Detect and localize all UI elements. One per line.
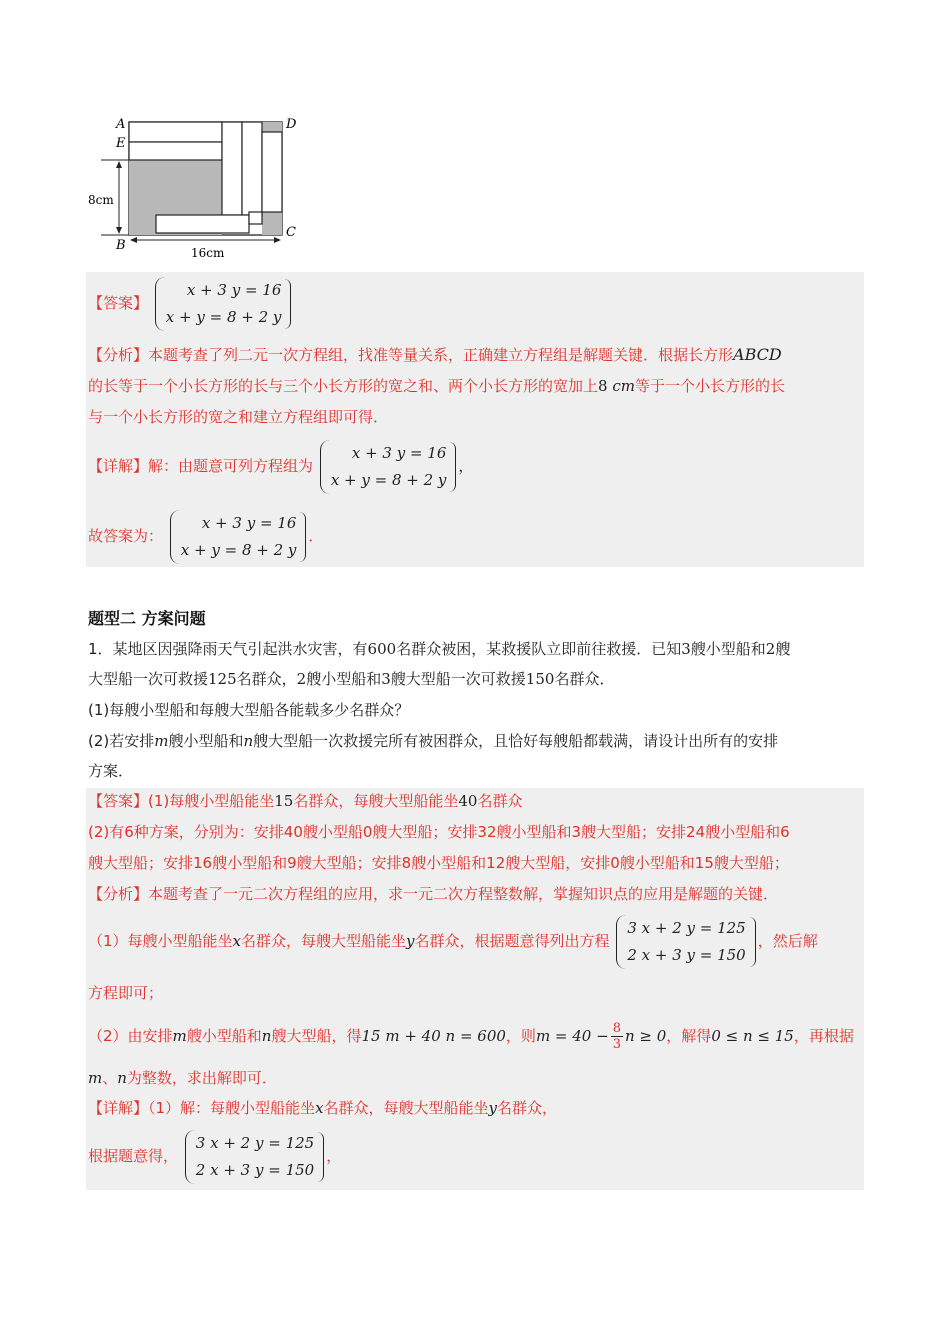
text: 名群众， <box>497 1099 558 1117</box>
math: m <box>154 732 169 750</box>
label-c: C <box>286 225 296 240</box>
text: ，解得 <box>666 1027 712 1045</box>
question-part-1 <box>88 699 409 721</box>
text: (1)每艘小型船和每艘大型船各能载多少名群众？ <box>88 701 410 719</box>
text: 名群众被困，某救援队立即前往救援．已知 <box>396 640 682 658</box>
section-title: 题型二 方案问题 <box>88 609 206 628</box>
text: 名群众，根据题意得列出方程 <box>414 932 610 950</box>
text: 艘大型船一次救援完所有被困群众，且恰好每艘船都载满，请设计出所有的安排 <box>253 732 779 750</box>
text: 艘小型船和 <box>690 640 766 658</box>
equation: x + 3 y = 16 <box>186 280 282 299</box>
fraction <box>611 1021 623 1052</box>
detail-tag: 【详解】 <box>88 457 149 475</box>
text: 艘小型船和 <box>306 670 382 688</box>
text: 艘大型船，得 <box>271 1027 362 1045</box>
math: 125 <box>208 670 237 688</box>
text: 故答案为： <box>88 527 164 545</box>
text: 解：由题意可列方程组为 <box>148 457 314 475</box>
math: x <box>232 932 242 950</box>
question-line-2 <box>88 668 614 690</box>
text: 方案． <box>88 762 134 780</box>
detail-line-b1 <box>88 1097 557 1119</box>
text: (2)若安排 <box>88 732 155 750</box>
text: 为整数，求出解即可． <box>126 1069 277 1087</box>
equation-system <box>616 915 755 969</box>
fraction-numerator: 8 <box>612 1021 621 1036</box>
answer-tag: 【答案】 <box>88 792 149 810</box>
equation-system <box>170 510 307 564</box>
math: ABCD <box>733 345 782 364</box>
text: （2）由安排 <box>88 1027 173 1045</box>
math: n <box>243 732 254 750</box>
text: (2)有6种方案，分别为：安排40艘小型船0艘大型船；安排32艘小型船和3艘大型船；安排24艘小型船和6 <box>88 823 790 841</box>
text: 艘小型船和 <box>168 732 244 750</box>
dim-width: 16cm <box>191 246 225 260</box>
math: m <box>88 1069 103 1087</box>
math: y <box>406 932 415 950</box>
analysis-tag: 【分析】 <box>88 346 149 364</box>
text: 等于一个小长方形的长 <box>634 377 785 395</box>
text: 艘 <box>775 640 791 658</box>
analysis-line-b1 <box>88 883 778 905</box>
math: 40 <box>458 792 478 810</box>
text: 本题考查了一元二次方程组的应用，求一元二次方程整数解，掌握知识点的应用是解题的关键． <box>148 885 779 903</box>
text: 名群众，每艘大型船能坐 <box>323 1099 489 1117</box>
equation: 2 x + 3 y = 150 <box>195 1160 315 1179</box>
label-e: E <box>116 136 126 151</box>
analysis-line-2 <box>88 375 785 397</box>
text: 名群众 <box>477 792 523 810</box>
final-line-1 <box>88 508 323 564</box>
math: 150 <box>525 670 555 688</box>
label-b: B <box>116 238 126 253</box>
equation: x + 3 y = 16 <box>201 513 297 532</box>
text: 名群众，每艘大型船能坐 <box>241 932 407 950</box>
question-part-2-cont <box>88 760 133 782</box>
text: ． <box>308 527 324 545</box>
equation: x + y = 8 + 2 y <box>165 307 282 326</box>
math: 15 <box>274 792 294 810</box>
math: 15 m + 40 n = 600 <box>361 1027 506 1045</box>
equation: x + y = 8 + 2 y <box>330 470 447 489</box>
answer-line-2 <box>88 790 522 812</box>
math: 600 <box>367 640 397 658</box>
equation-system <box>320 440 457 494</box>
equation: x + 3 y = 16 <box>351 443 447 462</box>
math: y <box>488 1099 498 1117</box>
answer-line-2c <box>88 852 789 874</box>
math: cm <box>612 377 635 395</box>
text: ， <box>326 1147 342 1165</box>
math: n <box>117 1069 127 1087</box>
text: 艘小型船和 <box>186 1027 262 1045</box>
math: 2 <box>296 670 307 688</box>
rectangle-figure <box>86 112 316 262</box>
math: 8 <box>598 377 608 395</box>
fraction-denominator: 3 <box>612 1037 621 1052</box>
equation: 3 x + 2 y = 125 <box>627 918 746 937</box>
analysis-line-1 <box>88 344 782 366</box>
text: 方程即可； <box>88 984 164 1002</box>
math: m = 40 − <box>535 1027 609 1045</box>
text: (1)每艘小型船能坐 <box>148 792 275 810</box>
equation-system <box>155 277 292 331</box>
text: 名群众． <box>554 670 615 688</box>
question-part-2 <box>88 730 778 752</box>
text: 、 <box>102 1069 118 1087</box>
answer-line-2b <box>88 821 790 843</box>
math: 2 <box>765 640 776 658</box>
answer-tag: 【答案】 <box>88 294 149 312</box>
equation: 3 x + 2 y = 125 <box>195 1133 315 1152</box>
text: 名群众， <box>236 670 297 688</box>
math: 3 <box>681 640 691 658</box>
analysis-line-b5 <box>88 1067 277 1089</box>
text: 根据题意得， <box>88 1147 179 1165</box>
math: m <box>172 1027 187 1045</box>
math: n <box>261 1027 272 1045</box>
text: 大型船一次可救援 <box>88 670 209 688</box>
text: 艘大型船；安排16艘小型船和9艘大型船；安排8艘小型船和12艘大型船，安排0艘小型船和15艘大型船； <box>88 854 789 872</box>
math: n ≥ 0 <box>624 1027 667 1045</box>
analysis-line-b3 <box>88 982 163 1004</box>
analysis-tag: 【分析】 <box>88 885 149 903</box>
text: 的长等于一个小长方形的长与三个小长方形的宽之和、两个小长方形的宽加上 <box>88 377 599 395</box>
text: 名群众，每艘大型船能坐 <box>293 792 459 810</box>
analysis-line-b2 <box>88 913 818 969</box>
detail-line-1 <box>88 438 473 494</box>
text: （1）解：每艘小型船能坐 <box>148 1099 316 1117</box>
text: ，然后解 <box>757 932 818 950</box>
text: 艘大型船一次可救援 <box>390 670 526 688</box>
math: x <box>315 1099 324 1117</box>
equation: x + y = 8 + 2 y <box>180 540 297 559</box>
equation: 2 x + 3 y = 150 <box>627 945 746 964</box>
text: 本题考查了列二元一次方程组，找准等量关系，正确建立方程组是解题关键．根据长方形 <box>148 346 734 364</box>
analysis-line-b4 <box>88 1018 854 1054</box>
text: ，则 <box>505 1027 536 1045</box>
equation-system <box>185 1130 324 1184</box>
label-a: A <box>116 117 126 132</box>
answer-line-1 <box>88 276 293 331</box>
dim-height: 8cm <box>88 193 114 207</box>
detail-tag: 【详解】 <box>88 1099 149 1117</box>
text: 与一个小长方形的宽之和建立方程组即可得． <box>88 408 389 426</box>
label-d: D <box>286 117 297 132</box>
question-line-1 <box>88 638 790 660</box>
text: （1）每艘小型船能坐 <box>88 932 233 950</box>
analysis-line-3 <box>88 406 388 428</box>
text: ，再根据 <box>793 1027 854 1045</box>
math: 0 ≤ n ≤ 15 <box>711 1027 794 1045</box>
text: ， <box>458 457 474 475</box>
math: 3 <box>381 670 391 688</box>
text: 1．某地区因强降雨天气引起洪水灾害，有 <box>88 640 368 658</box>
detail-line-b2 <box>88 1128 341 1184</box>
